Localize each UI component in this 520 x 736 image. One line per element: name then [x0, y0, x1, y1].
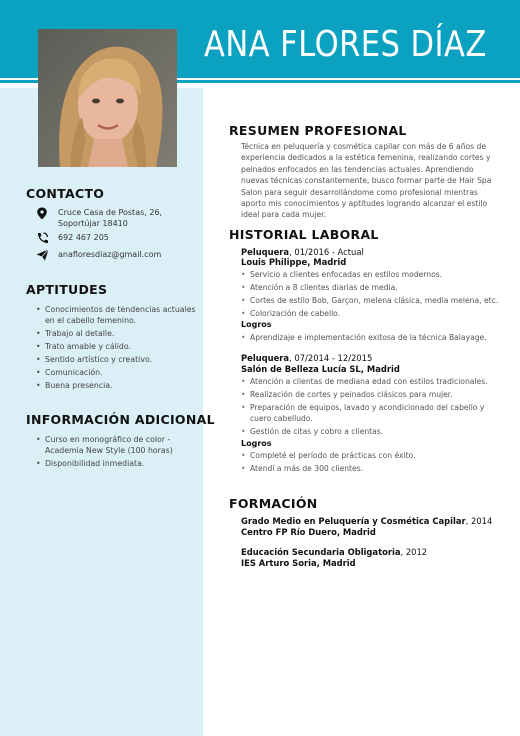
degree-name: Grado Medio en Peluquería y Cosmética Capilar — [241, 516, 466, 526]
job-tasks-list-1 — [241, 270, 503, 322]
degree-year: , 2014 — [465, 516, 493, 526]
education-school-1 — [241, 527, 376, 537]
list-item: • Curso en monográfico de color - Academia New Style (100 horas) — [36, 435, 196, 456]
degree-name: Educación Secundaria Obligatoria — [241, 547, 401, 557]
job-dates: , 07/2014 - 12/2015 — [289, 353, 373, 363]
list-item: • Atención a 8 clientes diarias de media. — [241, 283, 503, 294]
job-title-2 — [241, 353, 372, 363]
contact-address: Cruce Casa de Postas, 26, Soportújar 18410 — [58, 208, 163, 228]
skills-section-title: APTITUDES — [26, 282, 108, 297]
job-role: Peluquera — [241, 353, 290, 363]
summary-section-title: RESUMEN PROFESIONAL — [229, 123, 407, 138]
list-item: • Buena presencia. — [36, 381, 196, 392]
list-item: • Servicio a clientes enfocadas en estilos modernos. — [241, 270, 503, 281]
location-pin-icon — [36, 207, 50, 219]
list-item: • Realización de cortes y peinados clásicos para mujer. — [241, 390, 503, 401]
paper-plane-icon — [36, 249, 50, 261]
list-item: • Gestión de citas y cobro a clientas. — [241, 427, 503, 438]
additional-info-list — [36, 435, 196, 472]
contact-phone: 692 467 205 — [58, 233, 109, 242]
phone-icon — [36, 232, 50, 244]
education-section-title: FORMACIÓN — [229, 496, 318, 511]
degree-year: , 2012 — [400, 547, 428, 557]
list-item: • Completé el período de prácticas con éxito. — [241, 451, 503, 462]
achievements-label-2: Logros — [241, 439, 272, 448]
list-item: • Conocimientos de tendencias actuales en el cabello femenino. — [36, 305, 196, 326]
education-school-2 — [241, 558, 356, 568]
job-achievements-list-1 — [241, 333, 503, 346]
profile-photo — [38, 29, 177, 167]
job-company-2: Salón de Belleza Lucía SL, Madrid — [241, 364, 400, 374]
job-tasks-list-2 — [241, 377, 503, 440]
list-item: • Trabajo al detalle. — [36, 329, 196, 340]
list-item: • Disponibilidad inmediata. — [36, 459, 196, 470]
achievements-label-1: Logros — [241, 320, 272, 329]
job-dates: , 01/2016 - Actual — [289, 247, 364, 257]
job-achievements-list-2 — [241, 451, 503, 477]
school-name: Centro FP Río Duero, Madrid — [241, 527, 376, 537]
additional-info-section-title: INFORMACIÓN ADICIONAL — [26, 412, 215, 427]
school-name: IES Arturo Soria, Madrid — [241, 558, 356, 568]
list-item: • Atendí a más de 300 clientes. — [241, 464, 503, 475]
list-item: • Cortes de estilo Bob, Garçon, melena clásica, media melena, etc. — [241, 296, 503, 307]
work-history-section-title: HISTORIAL LABORAL — [229, 227, 379, 242]
list-item: • Preparación de equipos, lavado y acondicionado del cabello y cuero cabelludo. — [241, 403, 503, 424]
education-degree-2 — [241, 547, 427, 557]
list-item: • Comunicación. — [36, 368, 196, 379]
skills-list — [36, 305, 196, 394]
job-title-1 — [241, 247, 364, 257]
list-item: • Trato amable y cálido. — [36, 342, 196, 353]
list-item: • Aprendizaje e implementación exitosa de la técnica Balayage. — [241, 333, 503, 344]
contact-section-title: CONTACTO — [26, 186, 105, 201]
list-item: • Colorización de cabello. — [241, 309, 503, 320]
summary-text: Técnica en peluquería y cosmética capilar con más de 6 años de experiencia dedicados a la estética femenina, realizando cortes y peinados enfocados en las tendencias actuales. Aprendiendo nuevas técnicas constantemente, busco formar parte de Hair Spa Salon para seguir desarrollándome como profesional mientras aporto mis conocimientos y aptitudes logrando alcanzar el estilo ideal para cada mujer. — [241, 142, 492, 220]
candidate-name: ANA FLORES DÍAZ — [204, 24, 487, 65]
contact-email[interactable]: anafloresdiaz@gmail.com — [58, 250, 162, 259]
job-company-1: Louis Philippe, Madrid — [241, 257, 347, 267]
list-item: • Atención a clientas de mediana edad con estilos tradicionales. — [241, 377, 503, 388]
list-item: • Sentido artístico y creativo. — [36, 355, 196, 366]
job-role: Peluquera — [241, 247, 290, 257]
education-degree-1 — [241, 516, 492, 526]
